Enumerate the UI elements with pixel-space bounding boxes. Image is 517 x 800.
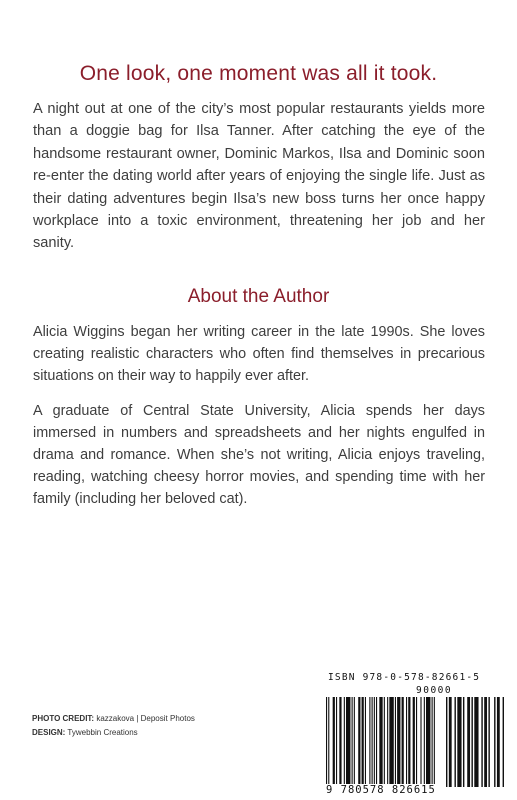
isbn-barcode bbox=[316, 667, 517, 800]
design-credit bbox=[32, 726, 195, 740]
photo-credit-label: PHOTO CREDIT: bbox=[32, 714, 95, 723]
barcode-addon-bars bbox=[446, 697, 504, 787]
design-credit-label: DESIGN: bbox=[32, 728, 66, 737]
photo-credit bbox=[32, 712, 195, 726]
tagline: One look, one moment was all it took. bbox=[79, 62, 438, 85]
author-bio-paragraph: Alicia Wiggins began her writing career in the late 1990s. She loves creating realistic characters who often find themselves in precarious situations on their way to happily ever after. bbox=[33, 324, 485, 384]
credits bbox=[32, 712, 195, 740]
price-code: 90000 bbox=[416, 685, 453, 696]
barcode-bars bbox=[326, 697, 436, 787]
isbn-digits: 9 780578 826615 bbox=[326, 784, 436, 796]
design-credit-value: Tywebbin Creations bbox=[67, 728, 138, 737]
photo-credit-value: kazzakova | Deposit Photos bbox=[96, 714, 195, 723]
about-author-heading: About the Author bbox=[187, 286, 330, 307]
book-blurb: A night out at one of the city’s most popular restaurants yields more than a doggie bag for Ilsa Tanner. After catching the eye of the handsome restaurant owner, Dominic Markos, Ilsa and Dominic soon re-enter the dating world after years of enjoying the single life. Just as their dating adventures begin Ilsa’s new boss turns her once happy workplace into a toxic environment, threatening her job and her sanity. bbox=[33, 101, 485, 252]
author-bio-paragraph: A graduate of Central State University, Alicia spends her days immersed in numbers and spreadsheets and her nights engulfed in drama and romance. When she’s not writing, Alicia enjoys traveling, reading, watching cheesy horror movies, and spending time with her family (including her beloved cat). bbox=[33, 403, 485, 507]
isbn-label: ISBN 978-0-578-82661-5 bbox=[328, 672, 481, 683]
